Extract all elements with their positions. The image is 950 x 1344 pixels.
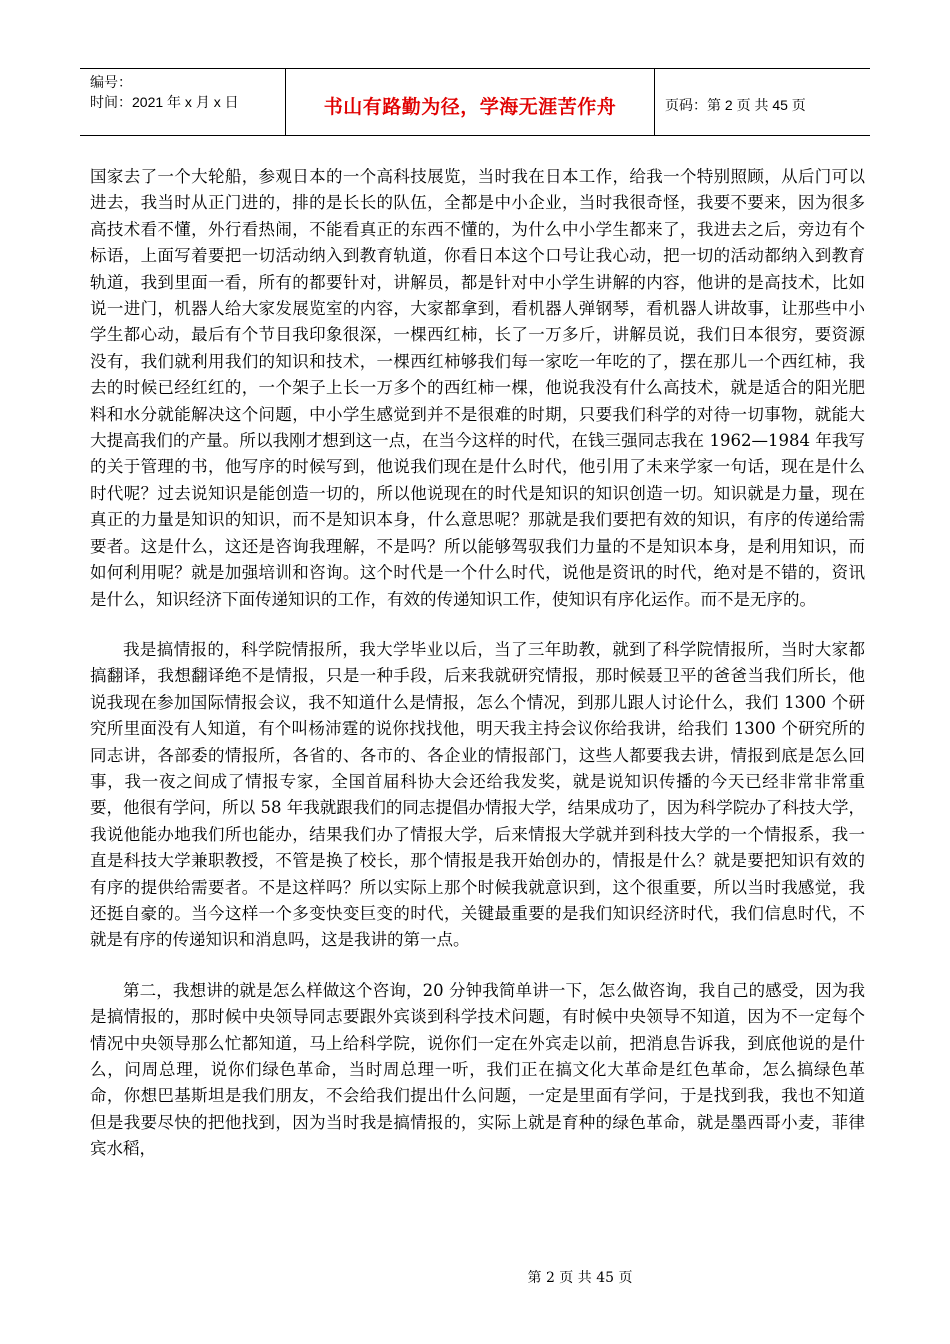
- paragraph-1: 国家去了一个大轮船，参观日本的一个高科技展览，当时我在日本工作，给我一个特别照顾，从后门可以进去，我当时从正门进的，排的是长长的队伍，全都是中小企业，当时我很奇怪，我要不要来，因为很多高技术看不懂，外行看热闹，不能看真正的东西不懂的，为什么中小学生都来了，我进去之后，旁边有个标语，上面写着要把一切活动纳入到教育轨道，你看日本这个口号让我心动，把一切的活动都纳入到教育轨道，我到里面一看，所有的都要针对，讲解员，都是针对中小学生讲解的内容，他讲的是高技术，比如说一进门，机器人给大家发展览室的内容，大家都拿到，看机器人弹钢琴，看机器人讲故事，让那些中小学生都心动，最后有个节目我印象很深，一棵西红柿，长了一万多斤，讲解员说，我们日本很穷，要资源没有，我们就利用我们的知识和技术，一棵西红柿够我们每一家吃一年吃的了，摆在那儿一个西红柿，我去的时候已经红红的，一个架子上长一万多个的西红柿一棵，他说我没有什么高技术，就是适合的阳光肥料和水分就能解决这个问题，中小学生感觉到并不是很难的时期，只要我们科学的对待一切事物，就能大大提高我们的产量。所以我刚才想到这一点，在当今这样的时代，在钱三强同志我在 1962—1984 年我写的关于管理的书，他写序的时候写到，他说我们现在是什么时代，他引用了未来学家一句话，现在是什么时代呢？过去说知识是能创造一切的，所以他说现在的时代是知识的知识创造一切。知识就是力量，现在真正的力量是知识的知识，而不是知识本身，什么意思呢？那就是我们要把有效的知识，有序的传递给需要者。这是什么，这还是咨询我理解，不是吗？所以能够驾驭我们力量的不是知识本身，是利用知识，而如何利用呢？就是加强培训和咨询。这个时代是一个什么时代，说他是资讯的时代，绝对是不错的，资讯是什么，知识经济下面传递知识的工作，有效的传递知识工作，使知识有序化运作。而不是无序的。: [90, 167, 865, 609]
- header-motto-cell: [285, 69, 655, 135]
- header-motto: 书山有路勤为径，学海无涯苦作舟: [323, 95, 617, 118]
- paragraph-3: 第二，我想讲的就是怎么样做这个咨询，20 分钟我简单讲一下，怎么做咨询，我自己的感受，因为我是搞情报的，那时候中央领导同志要跟外宾谈到科学技术问题，有时候中央领导不知道，因为不一定每个情况中央领导那么忙都知道，马上给科学院，说你们一定在外宾走以前，把消息告诉我，到底他说的是什么，问周总理，说你们绿色革命，当时周总理一听，我们正在搞文化大革命是红色革命，怎么搞绿色革命，你想巴基斯坦是我们朋友，不会给我们提出什么问题，一定是里面有学问，于是找到我，我也不知道但是我要尽快的把他找到，因为当时我是搞情报的，实际上就是育种的绿色革命，就是墨西哥小麦，菲律宾水稻，: [90, 980, 865, 1159]
- document-date: 时间：2021 年 x 月 x 日: [90, 94, 239, 110]
- page-header: [80, 68, 870, 136]
- header-page-info: 页码：第 2 页 共 45 页: [665, 97, 806, 113]
- header-page-info-cell: [655, 69, 870, 135]
- page-footer: [0, 1267, 950, 1287]
- document-body: [90, 164, 865, 1163]
- footer-page-number: 第 2 页 共 45 页: [527, 1270, 633, 1286]
- document-number-label: 编号：: [90, 74, 132, 90]
- header-meta: [80, 69, 285, 135]
- paragraph-2: 我是搞情报的，科学院情报所，我大学毕业以后，当了三年助教，就到了科学院情报所，当时大家都搞翻译，我想翻译绝不是情报，只是一种手段，后来我就研究情报，那时候聂卫平的爸爸当我们所长，他说我现在参加国际情报会议，我不知道什么是情报，怎么个情况，到那儿跟人讨论什么，我们 1300 个研究所里面没有人知道，有个叫杨沛霆的说你找找他，明天我主持会议你给我讲，给我们 1300 个研究所的同志讲，各部委的情报所，各省的、各市的、各企业的情报部门，这些人都要我去讲，情报到底是怎么回事，我一夜之间成了情报专家，全国首届科协大会还给我发奖，就是说知识传播的今天已经非常非常重要，他很有学问，所以 58 年我就跟我们的同志提倡办情报大学，结果成功了，因为科学院办了科技大学，我说他能办地我们所也能办，结果我们办了情报大学，后来情报大学就并到科技大学的一个情报系，我一直是科技大学兼职教授，不管是换了校长，那个情报是我开始创办的，情报是什么？就是要把知识有效的有序的提供给需要者。不是这样吗？所以实际上那个时候我就意识到，这个很重要，所以当时我感觉，我还挺自豪的。当今这样一个多变快变巨变的时代，关键最重要的是我们知识经济时代，我们信息时代，不就是有序的传递知识和消息吗，这是我讲的第一点。: [90, 639, 865, 950]
